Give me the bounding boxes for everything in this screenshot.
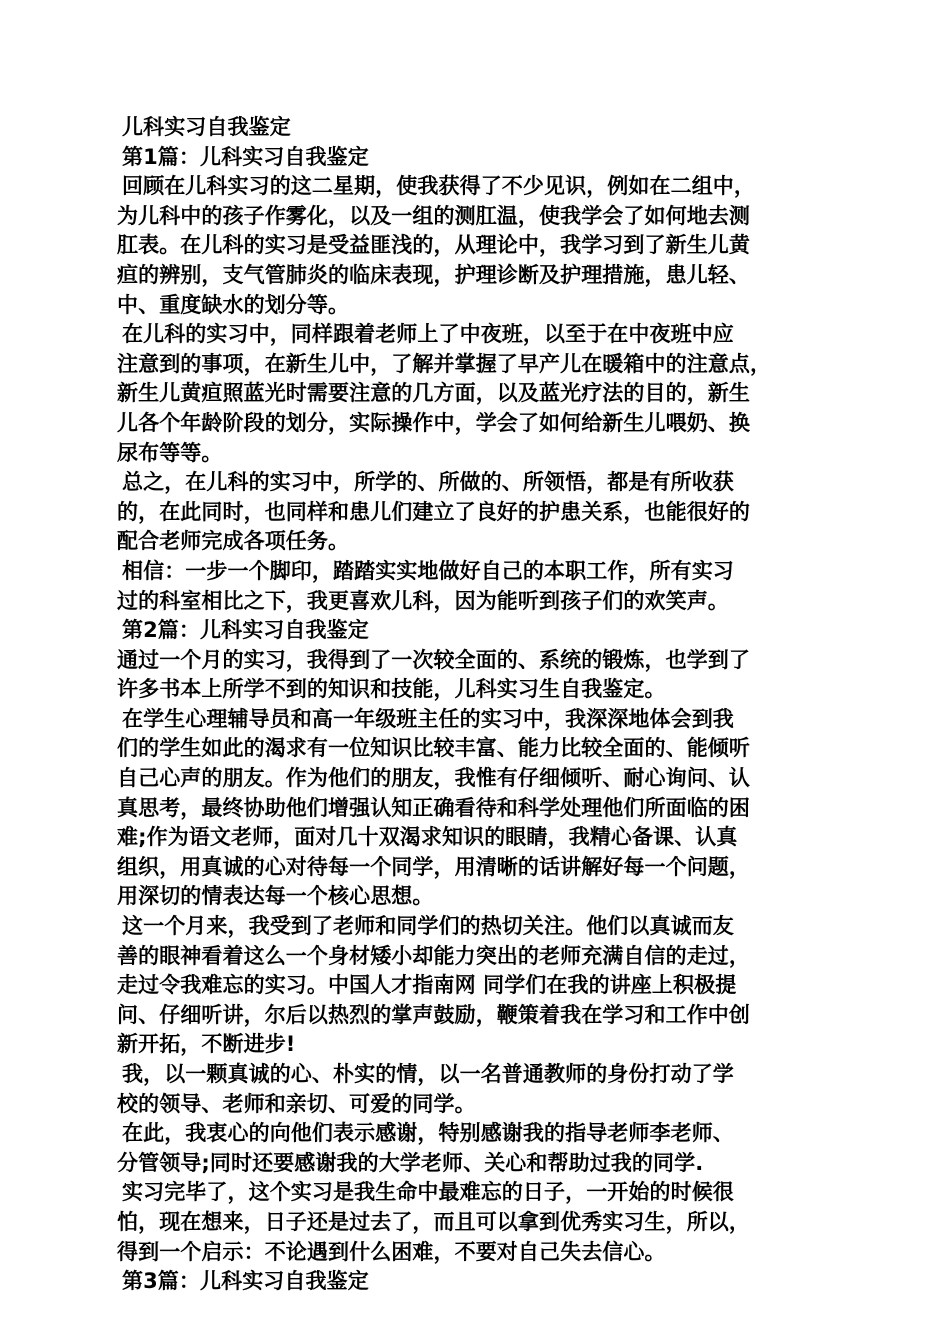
text-line: 过的科室相比之下，我更喜欢儿科，因为能听到孩子们的欢笑声。 (117, 588, 729, 613)
text-line: 注意到的事项，在新生儿中，了解并掌握了早产儿在暖箱中的注意点， (117, 351, 772, 376)
text-line: 总之，在儿科的实习中，所学的、所做的、所领悟，都是有所收获 (122, 470, 734, 495)
document-body (117, 143, 845, 1297)
document-title: 儿科实习自我鉴定 (122, 115, 291, 139)
text-line: 回顾在儿科实习的这二星期，使我获得了不少见识，例如在二组中， (122, 174, 755, 199)
text-line: 我，以一颗真诚的心、朴实的情，以一名普通教师的身份打动了学 (122, 1062, 734, 1086)
text-line: 尿布等等。 (117, 440, 223, 465)
text-line: 真思考，最终协助他们增强认知正确看待和科学处理他们所面临的困 (117, 795, 750, 820)
text-line: 在学生心理辅导员和高一年级班主任的实习中，我深深地体会到我 (122, 706, 734, 731)
text-line: 疸的辨别，支气管肺炎的临床表现，护理诊断及护理措施，患儿轻、 (117, 262, 750, 287)
text-line: 们的学生如此的渴求有一位知识比较丰富、能力比较全面的、能倾听 (117, 736, 750, 761)
text-line: 通过一个月的实习，我得到了一次较全面的、系统的锻炼，也学到了 (117, 647, 750, 672)
text-line: 组织，用真诚的心对待每一个同学，用清晰的话讲解好每一个问题， (117, 854, 750, 879)
text-line: 新开拓，不断进步! (117, 1032, 296, 1057)
section-heading: 第3篇：儿科实习自我鉴定 (122, 1269, 369, 1294)
text-line: 问、仔细听讲，尔后以热烈的掌声鼓励，鞭策着我在学习和工作中创 (117, 1002, 750, 1027)
text-line: 分管领导;同时还要感谢我的大学老师、关心和帮助过我的同学. (117, 1150, 704, 1175)
text-line: 难;作为语文老师，面对几十双渴求知识的眼睛，我精心备课、认真 (117, 825, 738, 850)
text-line: 的，在此同时，也同样和患儿们建立了良好的护患关系，也能很好的 (117, 499, 750, 524)
text-line: 善的眼神看着这么一个身材矮小却能力突出的老师充满自信的走过， (117, 943, 750, 968)
text-line: 怕，现在想来，日子还是过去了，而且可以拿到优秀实习生，所以， (117, 1209, 750, 1234)
text-line: 肛表。在儿科的实习是受益匪浅的，从理论中，我学习到了新生儿黄 (117, 233, 750, 258)
text-line: 走过令我难忘的实习。中国人才指南网 同学们在我的讲座上积极提 (117, 973, 737, 998)
text-line: 为儿科中的孩子作雾化，以及一组的测肛温，使我学会了如何地去测 (117, 203, 750, 228)
text-line: 校的领导、老师和亲切、可爱的同学。 (117, 1091, 476, 1116)
text-line: 新生儿黄疸照蓝光时需要注意的几方面，以及蓝光疗法的目的，新生 (117, 381, 750, 406)
text-line: 得到一个启示：不论遇到什么困难，不要对自己失去信心。 (117, 1239, 666, 1264)
section-heading: 第2篇：儿科实习自我鉴定 (122, 618, 369, 643)
text-line: 在此，我衷心的向他们表示感谢，特别感谢我的指导老师李老师、 (122, 1121, 734, 1146)
text-line: 自己心声的朋友。作为他们的朋友，我惟有仔细倾听、耐心询问、认 (117, 766, 750, 791)
section-heading: 第1篇：儿科实习自我鉴定 (122, 144, 369, 169)
text-line: 儿各个年龄阶段的划分，实际操作中，学会了如何给新生儿喂奶、换 (117, 410, 750, 435)
text-line: 用深切的情表达每一个核心思想。 (117, 884, 434, 909)
text-line: 在儿科的实习中，同样跟着老师上了中夜班，以至于在中夜班中应 (122, 322, 734, 347)
text-line: 相信：一步一个脚印，踏踏实实地做好自己的本职工作，所有实习 (122, 558, 734, 583)
text-line: 许多书本上所学不到的知识和技能，儿科实习生自我鉴定。 (117, 677, 666, 702)
document-page (117, 113, 845, 1297)
text-line: 配合老师完成各项任务。 (117, 529, 350, 554)
text-line: 中、重度缺水的划分等。 (117, 292, 350, 317)
text-line: 实习完毕了，这个实习是我生命中最难忘的日子，一开始的时候很 (122, 1180, 734, 1205)
text-line: 这一个月来，我受到了老师和同学们的热切关注。他们以真诚而友 (122, 914, 734, 939)
